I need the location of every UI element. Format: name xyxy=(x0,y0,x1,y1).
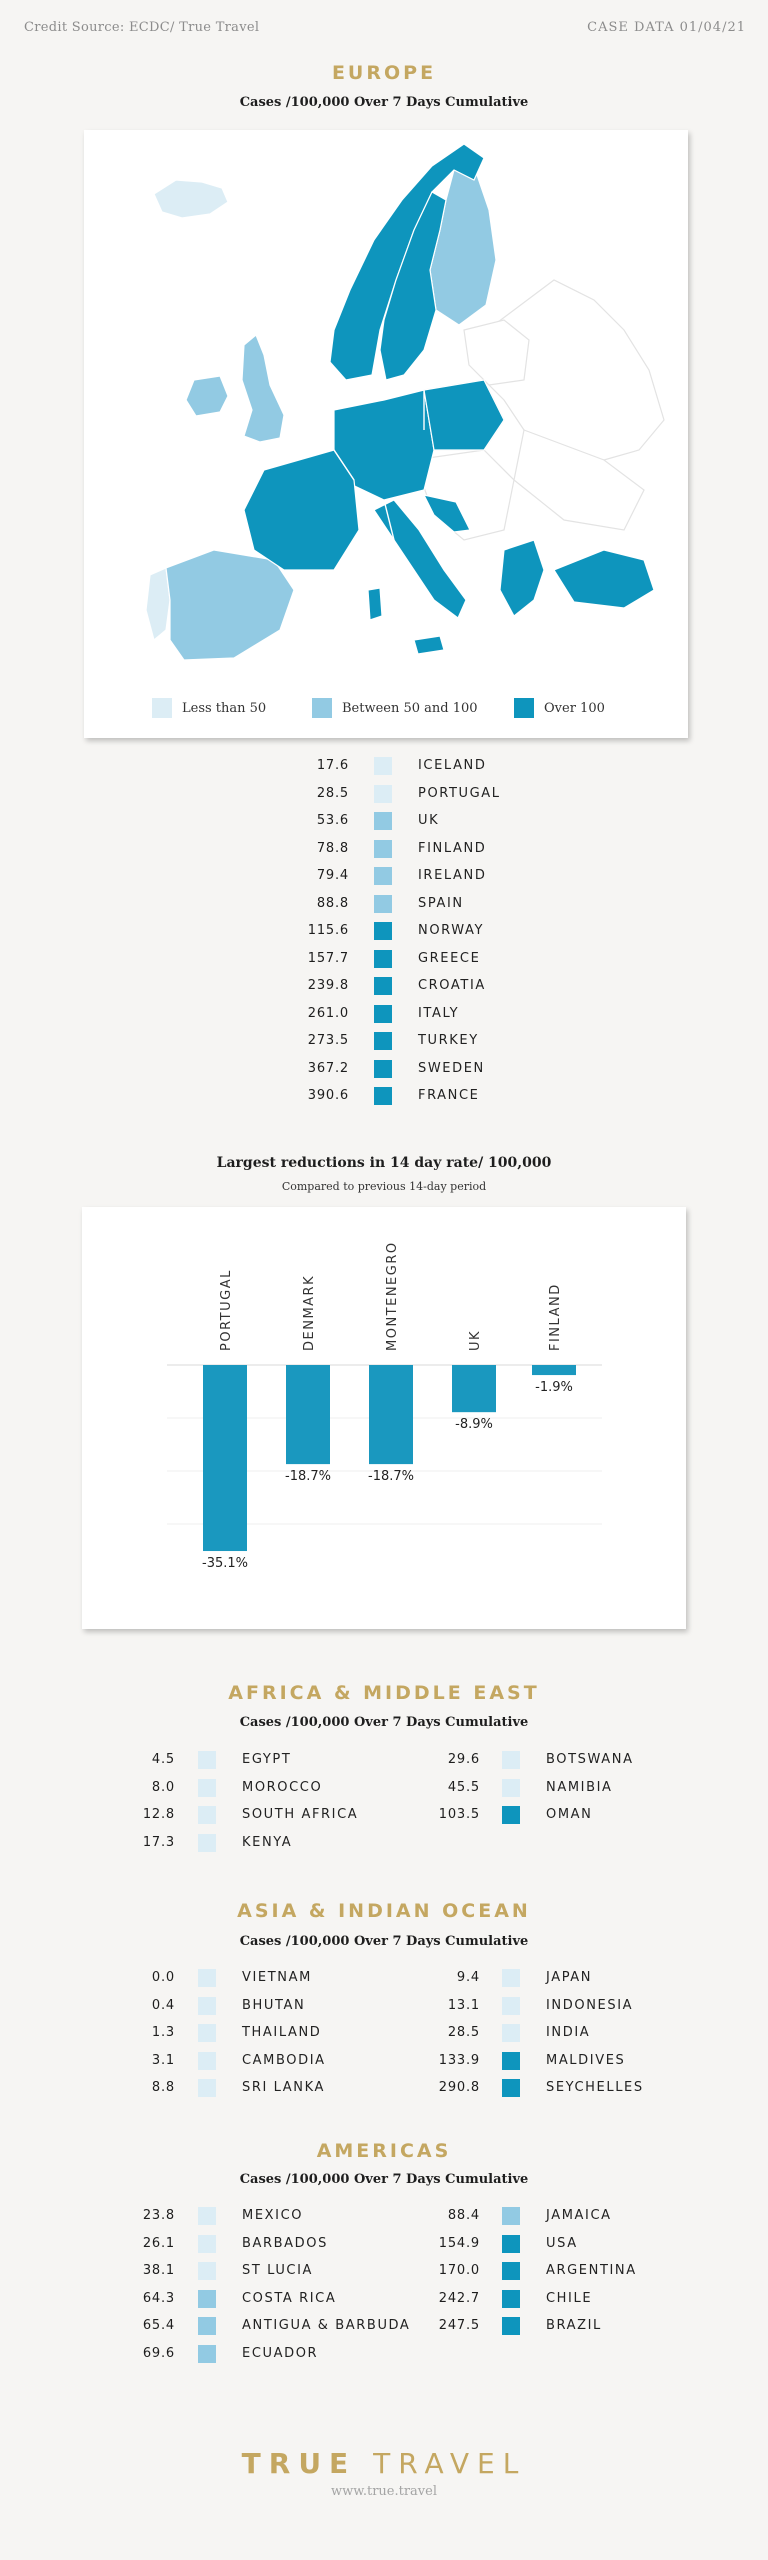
country-value: 45.5 xyxy=(447,1779,480,1795)
country-value: 8.0 xyxy=(151,1779,175,1795)
country-name: CHILE xyxy=(546,2290,593,2306)
level-swatch xyxy=(198,2079,216,2097)
level-swatch xyxy=(502,1806,520,1824)
europe-title: EUROPE xyxy=(331,62,437,84)
map-poland xyxy=(424,380,504,450)
level-swatch xyxy=(198,2207,216,2225)
country-name: JAPAN xyxy=(546,1970,593,1985)
country-name: CAMBODIA xyxy=(242,2052,326,2068)
level-swatch xyxy=(198,2317,216,2335)
map-sardinia xyxy=(368,588,382,620)
level-swatch xyxy=(198,2235,216,2253)
level-swatch xyxy=(502,1751,520,1769)
country-value: 17.6 xyxy=(316,758,349,773)
country-value: 29.6 xyxy=(447,1752,480,1767)
country-value: 28.5 xyxy=(447,2025,480,2040)
level-swatch xyxy=(374,1032,392,1050)
country-name: TURKEY xyxy=(418,1033,479,1048)
country-value: 38.1 xyxy=(142,2263,175,2278)
map-ireland xyxy=(186,376,228,416)
europe-country-list xyxy=(0,758,768,1118)
country-value: 0.4 xyxy=(151,1997,175,2013)
country-name: BARBADOS xyxy=(242,2235,328,2251)
country-name: SPAIN xyxy=(418,895,464,911)
asia-subtitle: Cases /100,000 Over 7 Days Cumulative xyxy=(239,1934,529,1949)
category-label: PORTUGAL xyxy=(219,1269,234,1351)
europe-subtitle: Cases /100,000 Over 7 Days Cumulative xyxy=(239,95,529,110)
country-value: 9.4 xyxy=(456,1970,480,1985)
legend-label-mid: Between 50 and 100 xyxy=(342,700,478,716)
level-swatch xyxy=(502,2207,520,2225)
bar-denmark xyxy=(286,1365,330,1464)
level-swatch xyxy=(374,867,392,885)
country-name: THAILAND xyxy=(242,2025,322,2040)
category-label: FINLAND xyxy=(548,1283,563,1351)
level-swatch xyxy=(198,1751,216,1769)
africa-country-list xyxy=(0,1752,768,1862)
category-label: DENMARK xyxy=(302,1274,317,1351)
country-value: 79.4 xyxy=(316,868,349,883)
africa-title: AFRICA & MIDDLE EAST xyxy=(228,1682,540,1704)
country-value: 154.9 xyxy=(438,2235,480,2251)
level-swatch xyxy=(198,2345,216,2363)
country-name: INDIA xyxy=(546,2025,591,2040)
reduction-chart-card xyxy=(82,1207,686,1629)
level-swatch xyxy=(374,1060,392,1078)
country-name: MALDIVES xyxy=(546,2052,626,2068)
chart-subtitle: Compared to previous 14-day period xyxy=(281,1180,487,1193)
level-swatch xyxy=(502,1779,520,1797)
level-swatch xyxy=(502,2262,520,2280)
country-value: 17.3 xyxy=(142,1834,175,1850)
logo-true: TRUE xyxy=(241,2447,357,2480)
country-name: KENYA xyxy=(242,1834,293,1850)
level-swatch xyxy=(502,2024,520,2042)
europe-map-card xyxy=(84,130,688,738)
level-swatch xyxy=(374,812,392,830)
legend-swatch-high xyxy=(514,698,534,718)
map-iceland xyxy=(154,180,228,218)
level-swatch xyxy=(198,2052,216,2070)
country-name: SRI LANKA xyxy=(242,2080,325,2095)
country-name: CROATIA xyxy=(418,978,486,993)
country-value: 64.3 xyxy=(142,2290,175,2306)
legend-swatch-mid xyxy=(312,698,332,718)
country-value: 69.6 xyxy=(142,2345,175,2361)
map-france xyxy=(244,450,359,570)
country-value: 170.0 xyxy=(438,2263,480,2278)
level-swatch xyxy=(502,2079,520,2097)
country-value: 88.8 xyxy=(316,895,349,911)
country-name: GREECE xyxy=(418,950,481,966)
americas-title: AMERICAS xyxy=(316,2140,452,2162)
level-swatch xyxy=(374,840,392,858)
country-value: 28.5 xyxy=(316,785,349,801)
country-name: OMAN xyxy=(546,1807,593,1822)
chart-title: Largest reductions in 14 day rate/ 100,000 xyxy=(216,1155,552,1171)
country-value: 290.8 xyxy=(438,2080,480,2095)
country-value: 273.5 xyxy=(307,1033,349,1048)
legend-item-high xyxy=(514,698,605,718)
level-swatch xyxy=(502,2235,520,2253)
bar-value-label: -1.9% xyxy=(535,1380,573,1396)
map-finland xyxy=(430,170,496,325)
europe-legend xyxy=(84,698,688,722)
level-swatch xyxy=(198,2024,216,2042)
country-value: 53.6 xyxy=(316,813,349,828)
country-value: 4.5 xyxy=(151,1752,175,1767)
country-name: MEXICO xyxy=(242,2208,304,2223)
asia-country-list xyxy=(0,1970,768,2110)
country-name: ITALY xyxy=(418,1005,460,1021)
level-swatch xyxy=(198,1834,216,1852)
legend-label-high: Over 100 xyxy=(544,700,605,716)
map-greece xyxy=(500,540,544,616)
country-name: MOROCCO xyxy=(242,1779,323,1795)
country-name: NORWAY xyxy=(418,923,485,938)
legend-swatch-low xyxy=(152,698,172,718)
country-value: 242.7 xyxy=(438,2290,480,2306)
logo-travel: TRAVEL xyxy=(373,2447,527,2480)
country-name: BOTSWANA xyxy=(546,1752,634,1767)
country-name: FRANCE xyxy=(418,1088,480,1103)
map-turkey xyxy=(554,550,654,608)
level-swatch xyxy=(198,1969,216,1987)
country-value: 13.1 xyxy=(447,1997,480,2013)
country-name: SOUTH AFRICA xyxy=(242,1807,359,1822)
map-portugal xyxy=(146,568,170,640)
level-swatch xyxy=(198,2290,216,2308)
country-value: 157.7 xyxy=(307,950,349,966)
bar-value-label: -35.1% xyxy=(202,1556,248,1572)
level-swatch xyxy=(374,1087,392,1105)
country-name: INDONESIA xyxy=(546,1997,634,2013)
country-value: 133.9 xyxy=(438,2052,480,2068)
bar-montenegro xyxy=(369,1365,413,1464)
bar-finland xyxy=(532,1365,576,1375)
country-value: 390.6 xyxy=(307,1088,349,1103)
country-value: 12.8 xyxy=(142,1807,175,1822)
country-name: ANTIGUA & BARBUDA xyxy=(242,2318,411,2333)
country-name: EGYPT xyxy=(242,1752,292,1767)
country-value: 0.0 xyxy=(151,1970,175,1985)
level-swatch xyxy=(374,977,392,995)
country-value: 247.5 xyxy=(438,2318,480,2333)
bar-value-label: -18.7% xyxy=(368,1469,414,1485)
legend-label-low: Less than 50 xyxy=(182,700,267,716)
legend-item-mid xyxy=(312,698,478,718)
country-name: COSTA RICA xyxy=(242,2290,337,2306)
country-value: 115.6 xyxy=(307,923,349,938)
level-swatch xyxy=(374,895,392,913)
country-value: 3.1 xyxy=(151,2052,175,2068)
country-name: IRELAND xyxy=(418,868,487,883)
country-name: FINLAND xyxy=(418,840,487,856)
country-value: 65.4 xyxy=(142,2318,175,2333)
level-swatch xyxy=(502,2290,520,2308)
americas-subtitle: Cases /100,000 Over 7 Days Cumulative xyxy=(239,2172,529,2187)
level-swatch xyxy=(198,1779,216,1797)
level-swatch xyxy=(374,785,392,803)
map-uk xyxy=(242,335,284,442)
level-swatch xyxy=(198,1997,216,2015)
country-name: JAMAICA xyxy=(546,2208,612,2223)
level-swatch xyxy=(374,922,392,940)
country-value: 103.5 xyxy=(438,1807,480,1822)
country-value: 261.0 xyxy=(307,1005,349,1021)
true-travel-logo xyxy=(0,2447,768,2480)
europe-map xyxy=(84,130,688,690)
country-name: ECUADOR xyxy=(242,2345,319,2361)
bar-uk xyxy=(452,1365,496,1412)
country-name: UK xyxy=(418,813,440,828)
americas-country-list xyxy=(0,2208,768,2378)
country-value: 88.4 xyxy=(447,2208,480,2223)
credit-source: Credit Source: ECDC/ True Travel xyxy=(24,20,260,35)
level-swatch xyxy=(502,2052,520,2070)
bar-portugal xyxy=(203,1365,247,1551)
category-label: MONTENEGRO xyxy=(385,1241,400,1351)
country-name: USA xyxy=(546,2235,578,2251)
asia-title: ASIA & INDIAN OCEAN xyxy=(237,1900,531,1922)
country-name: VIETNAM xyxy=(242,1970,312,1985)
country-value: 367.2 xyxy=(307,1060,349,1076)
level-swatch xyxy=(374,950,392,968)
map-sicily xyxy=(414,636,444,654)
country-name: SEYCHELLES xyxy=(546,2080,644,2095)
country-value: 23.8 xyxy=(142,2208,175,2223)
bar-value-label: -8.9% xyxy=(455,1417,493,1433)
level-swatch xyxy=(502,1969,520,1987)
country-value: 26.1 xyxy=(142,2235,175,2251)
country-name: ST LUCIA xyxy=(242,2263,314,2278)
footer-url[interactable]: www.true.travel xyxy=(331,2484,437,2499)
country-name: NAMIBIA xyxy=(546,1779,613,1795)
map-spain xyxy=(166,550,294,660)
case-date: CASE DATA 01/04/21 xyxy=(587,20,746,35)
country-name: ARGENTINA xyxy=(546,2263,637,2278)
country-value: 1.3 xyxy=(151,2025,175,2040)
category-label: UK xyxy=(468,1329,483,1351)
country-value: 8.8 xyxy=(151,2080,175,2095)
level-swatch xyxy=(374,757,392,775)
country-value: 78.8 xyxy=(316,840,349,856)
country-name: BHUTAN xyxy=(242,1997,306,2013)
level-swatch xyxy=(198,1806,216,1824)
level-swatch xyxy=(198,2262,216,2280)
country-name: BRAZIL xyxy=(546,2318,602,2333)
level-swatch xyxy=(374,1005,392,1023)
level-swatch xyxy=(502,2317,520,2335)
country-name: SWEDEN xyxy=(418,1060,485,1076)
country-name: PORTUGAL xyxy=(418,785,501,801)
africa-subtitle: Cases /100,000 Over 7 Days Cumulative xyxy=(239,1715,529,1730)
country-value: 239.8 xyxy=(307,978,349,993)
legend-item-low xyxy=(152,698,266,718)
reduction-bar-chart xyxy=(82,1207,686,1629)
country-name: ICELAND xyxy=(418,758,487,773)
bar-value-label: -18.7% xyxy=(285,1469,331,1485)
level-swatch xyxy=(502,1997,520,2015)
